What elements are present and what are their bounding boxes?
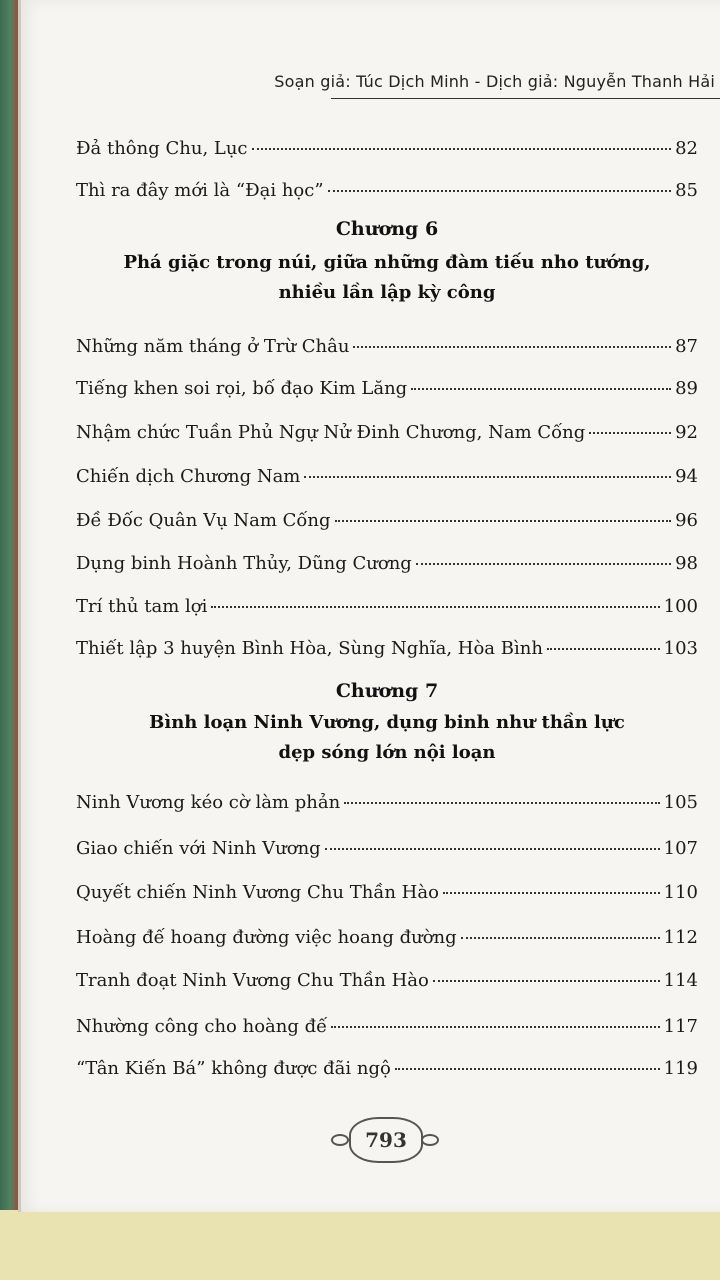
ornament-leaf-icon <box>421 1134 439 1146</box>
toc-entry[interactable] <box>76 927 698 957</box>
toc-entry[interactable] <box>76 1058 698 1088</box>
toc-entry-page: 107 <box>663 838 698 859</box>
toc-entry[interactable] <box>76 336 698 366</box>
page-number: 793 <box>365 1128 407 1152</box>
toc-entry-page: 110 <box>663 882 698 903</box>
toc-entry-page: 89 <box>675 378 698 399</box>
toc-entry-title: Giao chiến với Ninh Vương <box>76 838 321 859</box>
toc-entry[interactable] <box>76 638 698 668</box>
toc-leader-dots <box>416 562 671 565</box>
toc-leader-dots <box>335 519 672 522</box>
toc-leader-dots <box>547 647 660 650</box>
toc-entry-title: Thiết lập 3 huyện Bình Hòa, Sùng Nghĩa, Hòa Bình <box>76 638 543 659</box>
chapter-subtitle-line1: Phá giặc trong núi, giữa những đàm tiếu nho tướng, <box>123 252 651 273</box>
toc-entry-page: 92 <box>675 422 698 443</box>
toc-entry-title: Đề Đốc Quân Vụ Nam Cống <box>76 510 331 531</box>
chapter-heading: Chương 7 <box>335 680 439 702</box>
chapter-heading: Chương 6 <box>335 218 439 240</box>
toc-entry[interactable] <box>76 466 698 496</box>
toc-entry-page: 117 <box>663 1016 698 1037</box>
toc-leader-dots <box>304 475 671 478</box>
toc-leader-dots <box>461 936 660 939</box>
toc-entry-title: Nhậm chức Tuần Phủ Ngự Nử Đinh Chương, Nam Cống <box>76 422 586 443</box>
toc-entry[interactable] <box>76 792 698 822</box>
toc-entry[interactable] <box>76 510 698 540</box>
chapter-subtitle-line1: Bình loạn Ninh Vương, dụng binh như thần lực <box>149 712 625 733</box>
toc-entry[interactable] <box>76 970 698 1000</box>
toc-entry-page: 119 <box>663 1058 698 1079</box>
toc-entry-page: 94 <box>675 466 698 487</box>
toc-entry-page: 96 <box>675 510 698 531</box>
toc-leader-dots <box>344 801 659 804</box>
toc-entry-page: 82 <box>675 138 698 159</box>
toc-entry-title: Nhường công cho hoàng đế <box>76 1016 328 1037</box>
chapter-subtitle-line2: dẹp sóng lớn nội loạn <box>278 742 496 763</box>
toc-leader-dots <box>433 979 660 982</box>
toc-entry-page: 112 <box>663 927 698 948</box>
toc-entry-title: “Tân Kiến Bá” không được đãi ngộ <box>76 1058 391 1079</box>
toc-entry-page: 98 <box>675 553 698 574</box>
toc-entry-title: Dụng binh Hoành Thủy, Dũng Cương <box>76 553 412 574</box>
toc-entry-title: Quyết chiến Ninh Vương Chu Thần Hào <box>76 882 439 903</box>
toc-leader-dots <box>328 189 672 192</box>
toc-leader-dots <box>325 847 660 850</box>
toc-entry-title: Đả thông Chu, Lục <box>76 138 248 159</box>
toc-entry-page: 105 <box>663 792 698 813</box>
toc-leader-dots <box>443 891 660 894</box>
toc-leader-dots <box>211 605 659 608</box>
toc-entry-page: 85 <box>675 180 698 201</box>
toc-entry[interactable] <box>76 422 698 452</box>
toc-entry-title: Tranh đoạt Ninh Vương Chu Thần Hào <box>76 970 429 991</box>
toc-entry-page: 87 <box>675 336 698 357</box>
toc-entry-page: 103 <box>663 638 698 659</box>
toc-entry-page: 114 <box>663 970 698 991</box>
toc-entry-title: Thì ra đây mới là “Đại học” <box>76 180 324 201</box>
toc-leader-dots <box>411 387 671 390</box>
toc-entry[interactable] <box>76 882 698 912</box>
toc-entry[interactable] <box>76 378 698 408</box>
page-number-ornament <box>349 1117 423 1163</box>
toc-leader-dots <box>331 1025 659 1028</box>
toc-entry[interactable] <box>76 1016 698 1046</box>
toc-entry-title: Ninh Vương kéo cờ làm phản <box>76 792 341 813</box>
toc-entry-title: Hoàng đế hoang đường việc hoang đường <box>76 927 457 948</box>
toc-entry-title: Trí thủ tam lợi <box>76 596 208 617</box>
toc-entry[interactable] <box>76 138 698 168</box>
book-page <box>18 0 720 1212</box>
toc-leader-dots <box>589 431 671 434</box>
toc-entry[interactable] <box>76 596 698 626</box>
toc-entry[interactable] <box>76 180 698 210</box>
toc-leader-dots <box>395 1067 660 1070</box>
toc-entry-page: 100 <box>663 596 698 617</box>
ornament-leaf-icon <box>331 1134 349 1146</box>
toc-entry[interactable] <box>76 838 698 868</box>
toc-entry-title: Những năm tháng ở Trừ Châu <box>76 336 350 357</box>
toc-leader-dots <box>353 345 671 348</box>
toc-entry-title: Chiến dịch Chương Nam <box>76 466 301 487</box>
toc-entry-title: Tiếng khen soi rọi, bố đạo Kim Lăng <box>76 378 408 399</box>
toc-entry[interactable] <box>76 553 698 583</box>
chapter-subtitle-line2: nhiều lần lập kỳ công <box>278 282 496 303</box>
header-rule <box>331 98 720 99</box>
running-header: Soạn giả: Túc Dịch Minh - Dịch giả: Nguyễn Thanh Hải <box>274 72 715 91</box>
toc-leader-dots <box>252 147 672 150</box>
